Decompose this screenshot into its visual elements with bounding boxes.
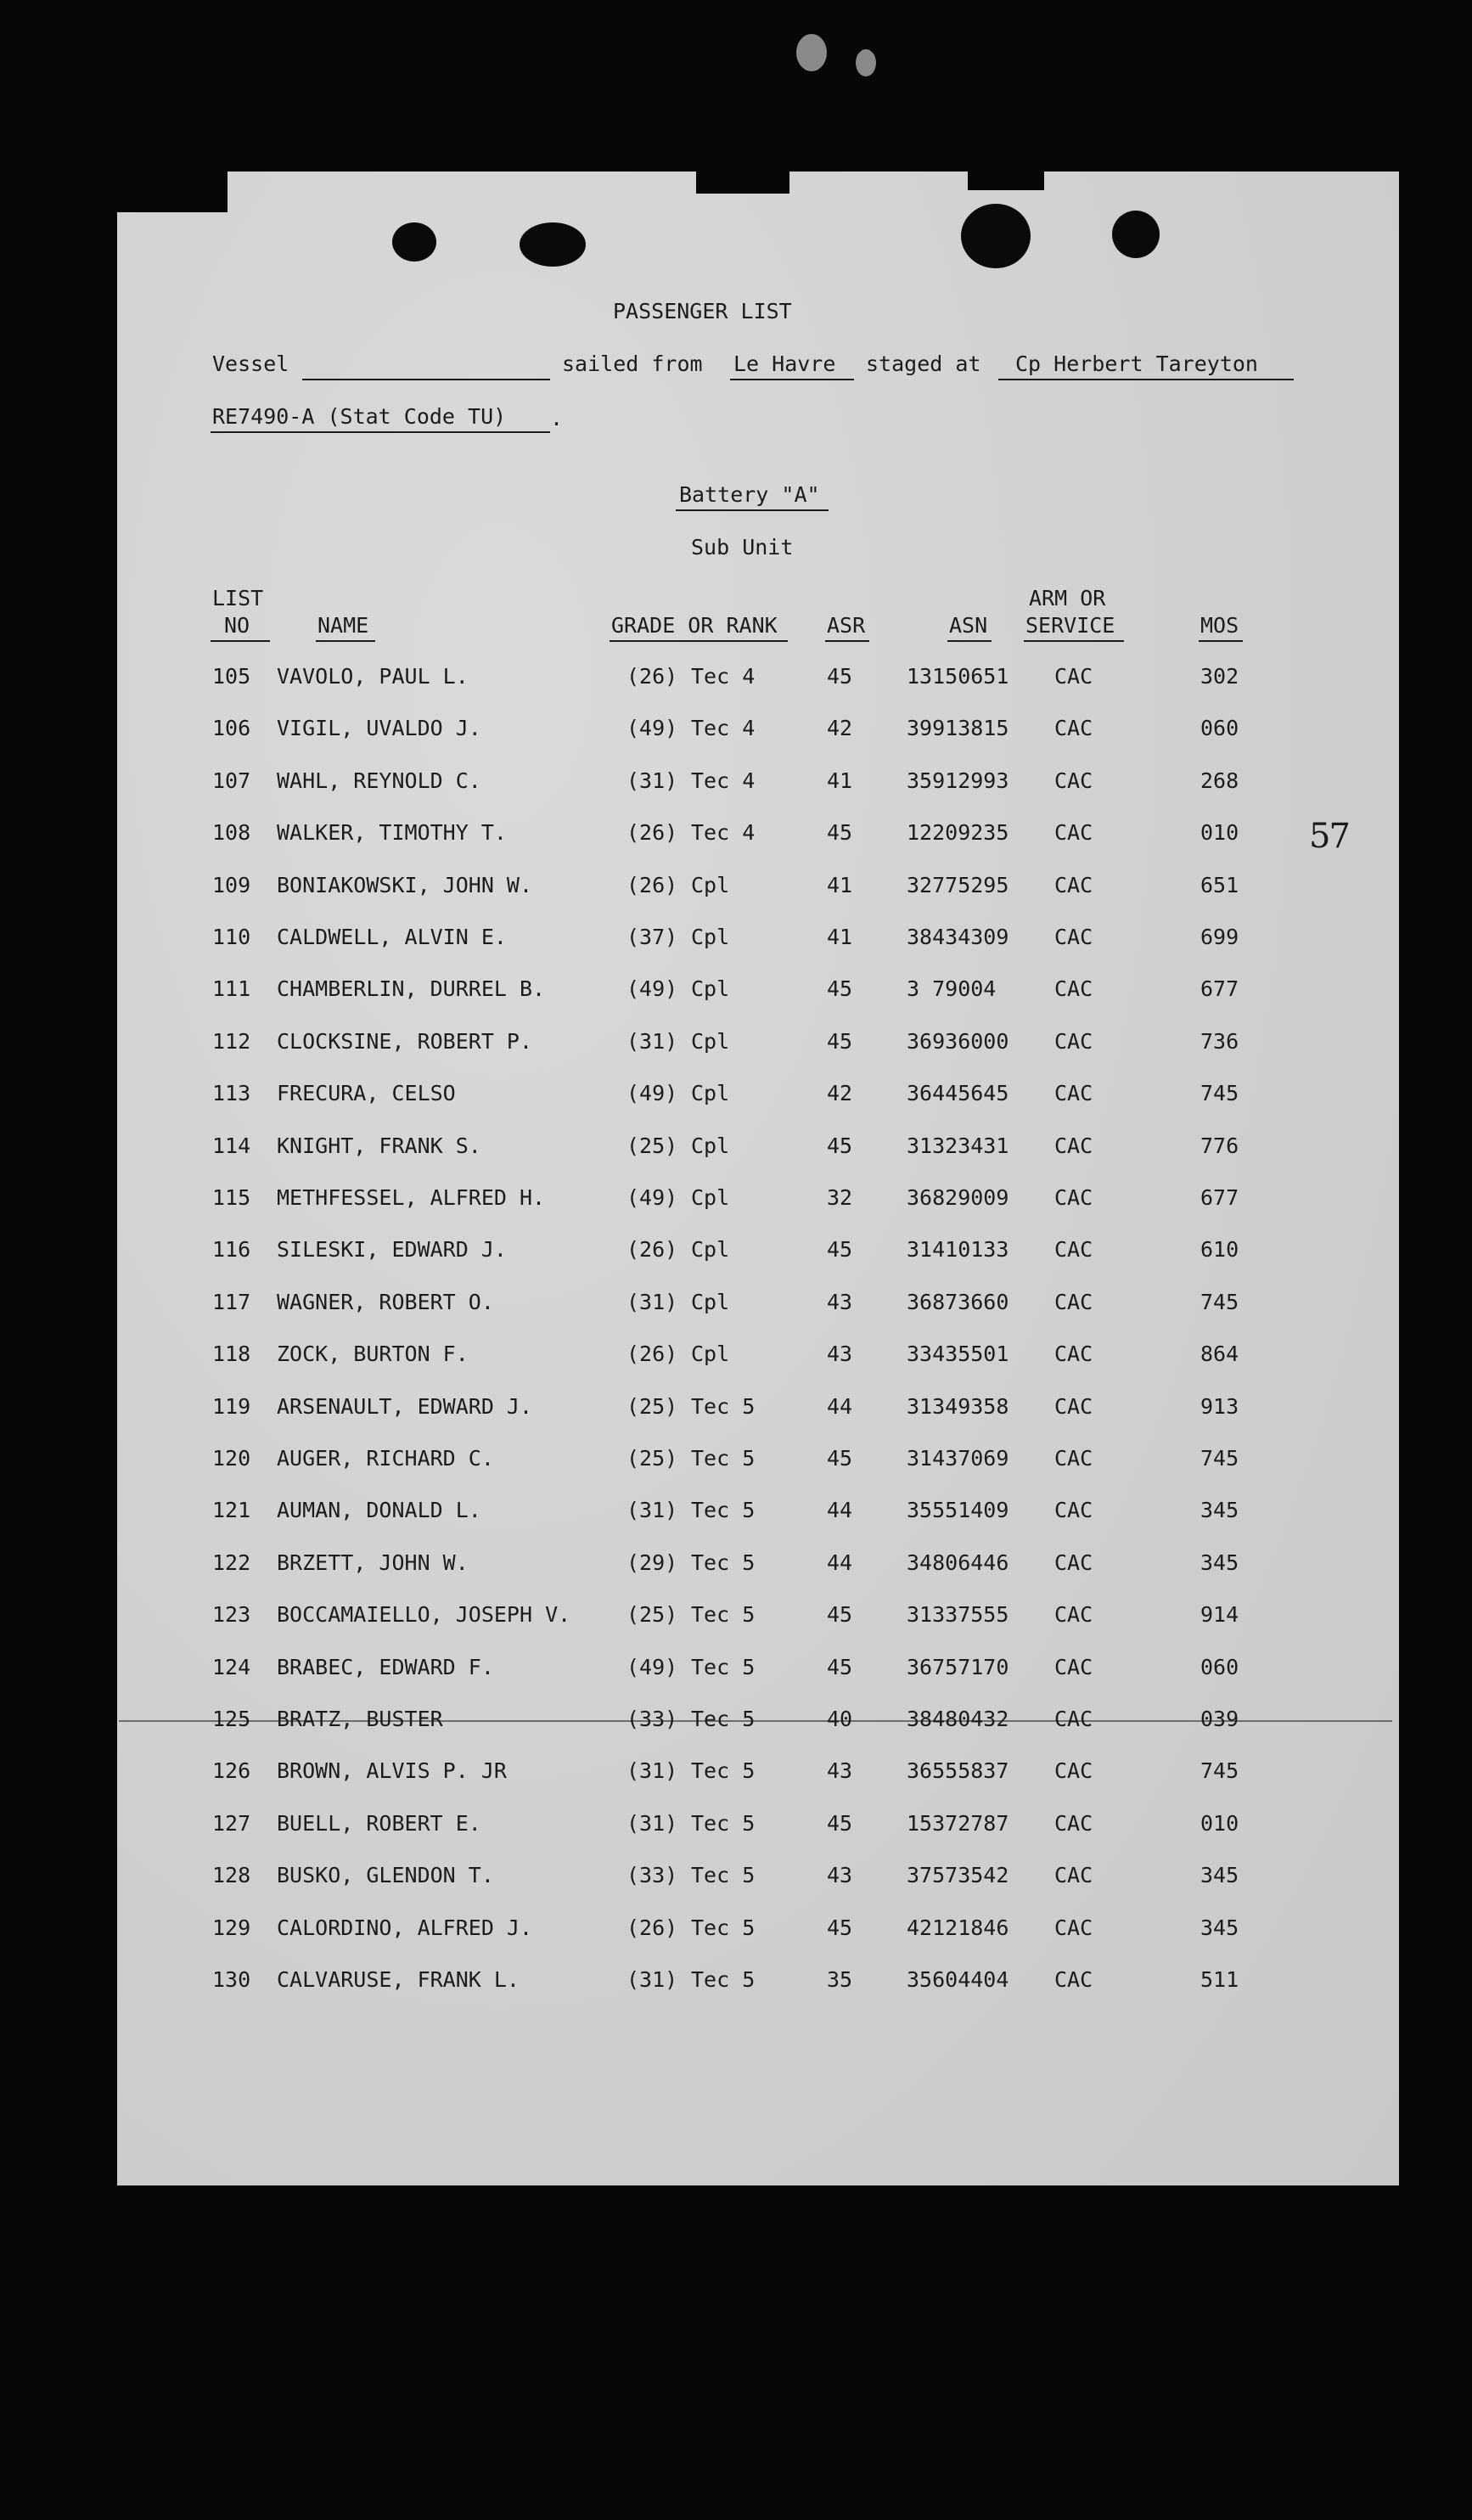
row-list-number: 119	[212, 1394, 251, 1419]
row-list-number: 105	[212, 664, 251, 689]
row-asn: 31337555	[907, 1602, 1009, 1627]
row-asn: 36936000	[907, 1029, 1009, 1054]
row-arm-service: CAC	[1054, 716, 1093, 740]
row-arm-service: CAC	[1054, 1811, 1093, 1836]
row-grade-code: (26)	[626, 1342, 678, 1366]
header-asr-underline	[825, 640, 869, 642]
row-list-number: 110	[212, 925, 251, 949]
row-asn: 38480432	[907, 1707, 1009, 1731]
vessel-label: Vessel	[212, 352, 289, 376]
row-mos: 914	[1200, 1602, 1239, 1627]
row-grade-code: (26)	[626, 873, 678, 897]
page-tear	[968, 172, 1044, 190]
row-asr: 43	[827, 1758, 853, 1783]
row-asn: 42121846	[907, 1915, 1009, 1940]
sailed-from-underline	[730, 379, 854, 380]
row-grade-code: (49)	[626, 1185, 678, 1210]
row-grade-code: (26)	[626, 1237, 678, 1262]
row-grade-code: (26)	[626, 664, 678, 689]
row-name: AUGER, RICHARD C.	[277, 1446, 494, 1471]
row-name: BUSKO, GLENDON T.	[277, 1863, 494, 1887]
row-asr: 45	[827, 1915, 853, 1940]
row-arm-service: CAC	[1054, 1185, 1093, 1210]
row-mos: 511	[1200, 1967, 1239, 1992]
row-mos: 302	[1200, 664, 1239, 689]
row-grade-code: (49)	[626, 716, 678, 740]
row-arm-service: CAC	[1054, 1863, 1093, 1887]
reference-underline	[211, 431, 550, 433]
row-list-number: 128	[212, 1863, 251, 1887]
row-list-number: 109	[212, 873, 251, 897]
row-rank: Cpl	[691, 1290, 730, 1314]
row-list-number: 121	[212, 1498, 251, 1522]
row-list-number: 118	[212, 1342, 251, 1366]
row-arm-service: CAC	[1054, 1394, 1093, 1419]
page-tear	[696, 172, 789, 194]
unit-name: Battery "A"	[679, 482, 820, 507]
row-name: WAGNER, ROBERT O.	[277, 1290, 494, 1314]
row-rank: Tec 4	[691, 768, 756, 793]
row-arm-service: CAC	[1054, 1915, 1093, 1940]
row-mos: 268	[1200, 768, 1239, 793]
row-asr: 43	[827, 1863, 853, 1887]
row-name: METHFESSEL, ALFRED H.	[277, 1185, 546, 1210]
row-name: BROWN, ALVIS P. JR	[277, 1758, 507, 1783]
row-grade-code: (31)	[626, 1758, 678, 1783]
row-name: CALDWELL, ALVIN E.	[277, 925, 507, 949]
row-mos: 345	[1200, 1498, 1239, 1522]
row-rank: Tec 5	[691, 1915, 756, 1940]
row-arm-service: CAC	[1054, 664, 1093, 689]
row-arm-service: CAC	[1054, 1446, 1093, 1471]
header-name-underline	[316, 640, 375, 642]
row-rank: Tec 5	[691, 1602, 756, 1627]
row-rank: Cpl	[691, 976, 730, 1001]
reference-code: RE7490-A (Stat Code TU)	[212, 404, 507, 429]
row-asr: 41	[827, 925, 853, 949]
row-mos: 345	[1200, 1915, 1239, 1940]
row-name: FRECURA, CELSO	[277, 1081, 456, 1105]
row-arm-service: CAC	[1054, 1550, 1093, 1575]
row-rank: Cpl	[691, 1185, 730, 1210]
sailed-from-value: Le Havre	[733, 352, 836, 376]
header-mos: MOS	[1200, 613, 1239, 638]
row-grade-code: (25)	[626, 1394, 678, 1419]
row-grade-code: (26)	[626, 1915, 678, 1940]
row-list-number: 112	[212, 1029, 251, 1054]
punch-hole	[1112, 211, 1160, 258]
row-list-number: 106	[212, 716, 251, 740]
row-grade-code: (33)	[626, 1863, 678, 1887]
row-arm-service: CAC	[1054, 1655, 1093, 1679]
row-rank: Cpl	[691, 873, 730, 897]
row-list-number: 126	[212, 1758, 251, 1783]
row-asn: 38434309	[907, 925, 1009, 949]
row-mos: 699	[1200, 925, 1239, 949]
row-list-number: 130	[212, 1967, 251, 1992]
row-name: ARSENAULT, EDWARD J.	[277, 1394, 533, 1419]
row-arm-service: CAC	[1054, 820, 1093, 845]
vessel-blank-line	[302, 379, 550, 380]
row-mos: 745	[1200, 1290, 1239, 1314]
row-rank: Tec 5	[691, 1863, 756, 1887]
row-list-number: 111	[212, 976, 251, 1001]
row-name: BRABEC, EDWARD F.	[277, 1655, 494, 1679]
row-name: CLOCKSINE, ROBERT P.	[277, 1029, 533, 1054]
row-rank: Tec 5	[691, 1707, 756, 1731]
row-asr: 44	[827, 1550, 853, 1575]
row-grade-code: (49)	[626, 976, 678, 1001]
row-mos: 010	[1200, 1811, 1239, 1836]
header-list-no-bottom: NO	[224, 613, 250, 638]
row-name: CHAMBERLIN, DURREL B.	[277, 976, 546, 1001]
header-asr: ASR	[827, 613, 866, 638]
sub-unit-label: Sub Unit	[691, 535, 794, 560]
row-rank: Cpl	[691, 1081, 730, 1105]
header-grade: GRADE OR RANK	[611, 613, 778, 638]
row-asn: 31437069	[907, 1446, 1009, 1471]
row-asr: 41	[827, 873, 853, 897]
row-grade-code: (31)	[626, 1290, 678, 1314]
unit-underline	[676, 509, 829, 511]
row-grade-code: (49)	[626, 1081, 678, 1105]
row-mos: 651	[1200, 873, 1239, 897]
row-asr: 45	[827, 1811, 853, 1836]
row-asr: 43	[827, 1290, 853, 1314]
row-rank: Tec 5	[691, 1550, 756, 1575]
row-rank: Tec 5	[691, 1811, 756, 1836]
row-asn: 36829009	[907, 1185, 1009, 1210]
row-arm-service: CAC	[1054, 1967, 1093, 1992]
row-asn: 12209235	[907, 820, 1009, 845]
row-asr: 45	[827, 1029, 853, 1054]
row-mos: 776	[1200, 1133, 1239, 1158]
header-list-no-underline	[211, 640, 270, 642]
row-asn: 3 79004	[907, 976, 997, 1001]
row-rank: Cpl	[691, 1133, 730, 1158]
row-arm-service: CAC	[1054, 768, 1093, 793]
row-mos: 736	[1200, 1029, 1239, 1054]
row-grade-code: (31)	[626, 768, 678, 793]
row-mos: 060	[1200, 716, 1239, 740]
row-rank: Cpl	[691, 1342, 730, 1366]
row-grade-code: (25)	[626, 1133, 678, 1158]
row-list-number: 120	[212, 1446, 251, 1471]
row-asr: 45	[827, 1602, 853, 1627]
row-arm-service: CAC	[1054, 1707, 1093, 1731]
row-list-number: 117	[212, 1290, 251, 1314]
row-list-number: 116	[212, 1237, 251, 1262]
row-grade-code: (49)	[626, 1655, 678, 1679]
row-arm-service: CAC	[1054, 1498, 1093, 1522]
row-arm-service: CAC	[1054, 1081, 1093, 1105]
row-arm-service: CAC	[1054, 1029, 1093, 1054]
row-mos: 864	[1200, 1342, 1239, 1366]
row-mos: 745	[1200, 1758, 1239, 1783]
row-name: VIGIL, UVALDO J.	[277, 716, 481, 740]
row-grade-code: (31)	[626, 1967, 678, 1992]
row-name: CALVARUSE, FRANK L.	[277, 1967, 520, 1992]
row-arm-service: CAC	[1054, 1342, 1093, 1366]
row-asn: 32775295	[907, 873, 1009, 897]
row-mos: 745	[1200, 1446, 1239, 1471]
row-rank: Tec 5	[691, 1394, 756, 1419]
row-asr: 42	[827, 1081, 853, 1105]
header-list-no-top: LIST	[212, 586, 264, 610]
row-name: BONIAKOWSKI, JOHN W.	[277, 873, 533, 897]
row-asn: 31323431	[907, 1133, 1009, 1158]
row-asn: 37573542	[907, 1863, 1009, 1887]
row-asr: 45	[827, 1655, 853, 1679]
row-asr: 45	[827, 820, 853, 845]
row-name: CALORDINO, ALFRED J.	[277, 1915, 533, 1940]
header-mos-underline	[1199, 640, 1243, 642]
punch-hole	[961, 204, 1031, 268]
row-rank: Tec 5	[691, 1498, 756, 1522]
row-mos: 677	[1200, 976, 1239, 1001]
row-list-number: 124	[212, 1655, 251, 1679]
row-asr: 35	[827, 1967, 853, 1992]
row-arm-service: CAC	[1054, 1758, 1093, 1783]
header-arm-bottom: SERVICE	[1025, 613, 1115, 638]
document-title: PASSENGER LIST	[613, 299, 792, 323]
sailed-from-label: sailed from	[562, 352, 703, 376]
row-name: SILESKI, EDWARD J.	[277, 1237, 507, 1262]
row-asn: 36873660	[907, 1290, 1009, 1314]
row-asr: 45	[827, 664, 853, 689]
row-asn: 36757170	[907, 1655, 1009, 1679]
row-asr: 44	[827, 1498, 853, 1522]
row-rank: Tec 5	[691, 1655, 756, 1679]
row-grade-code: (31)	[626, 1811, 678, 1836]
page-tear	[117, 172, 228, 212]
row-mos: 345	[1200, 1863, 1239, 1887]
page-stamp-number: 57	[1309, 817, 1349, 856]
row-arm-service: CAC	[1054, 976, 1093, 1001]
row-rank: Tec 5	[691, 1446, 756, 1471]
row-asr: 42	[827, 716, 853, 740]
header-grade-underline	[610, 640, 788, 642]
row-rank: Tec 4	[691, 820, 756, 845]
row-rank: Tec 4	[691, 716, 756, 740]
row-grade-code: (25)	[626, 1446, 678, 1471]
row-rank: Cpl	[691, 1029, 730, 1054]
row-list-number: 125	[212, 1707, 251, 1731]
row-asn: 15372787	[907, 1811, 1009, 1836]
row-rank: Tec 5	[691, 1758, 756, 1783]
row-asn: 31349358	[907, 1394, 1009, 1419]
row-grade-code: (25)	[626, 1602, 678, 1627]
header-arm-top: ARM OR	[1029, 586, 1106, 610]
row-arm-service: CAC	[1054, 1290, 1093, 1314]
row-asn: 35604404	[907, 1967, 1009, 1992]
staged-at-underline	[998, 379, 1294, 380]
header-asn-underline	[947, 640, 992, 642]
punch-hole	[520, 222, 586, 267]
punch-hole	[392, 222, 436, 262]
row-name: BUELL, ROBERT E.	[277, 1811, 481, 1836]
paper-speck	[856, 49, 876, 76]
row-asn: 13150651	[907, 664, 1009, 689]
row-name: AUMAN, DONALD L.	[277, 1498, 481, 1522]
row-name: ZOCK, BURTON F.	[277, 1342, 469, 1366]
row-mos: 010	[1200, 820, 1239, 845]
row-list-number: 122	[212, 1550, 251, 1575]
row-rank: Cpl	[691, 925, 730, 949]
staged-at-value: Cp Herbert Tareyton	[1015, 352, 1258, 376]
row-asr: 32	[827, 1185, 853, 1210]
row-grade-code: (26)	[626, 820, 678, 845]
row-asn: 35912993	[907, 768, 1009, 793]
row-grade-code: (33)	[626, 1707, 678, 1731]
row-rank: Cpl	[691, 1237, 730, 1262]
header-arm-underline	[1024, 640, 1124, 642]
row-arm-service: CAC	[1054, 925, 1093, 949]
row-mos: 060	[1200, 1655, 1239, 1679]
row-arm-service: CAC	[1054, 1133, 1093, 1158]
row-asr: 41	[827, 768, 853, 793]
row-grade-code: (29)	[626, 1550, 678, 1575]
row-arm-service: CAC	[1054, 1602, 1093, 1627]
row-asn: 34806446	[907, 1550, 1009, 1575]
row-name: KNIGHT, FRANK S.	[277, 1133, 481, 1158]
staged-at-label: staged at	[866, 352, 981, 376]
row-asn: 35551409	[907, 1498, 1009, 1522]
row-name: BRZETT, JOHN W.	[277, 1550, 469, 1575]
row-asn: 36445645	[907, 1081, 1009, 1105]
row-asr: 45	[827, 1133, 853, 1158]
row-mos: 610	[1200, 1237, 1239, 1262]
row-mos: 745	[1200, 1081, 1239, 1105]
row-asr: 43	[827, 1342, 853, 1366]
row-list-number: 129	[212, 1915, 251, 1940]
row-rank: Tec 5	[691, 1967, 756, 1992]
row-asr: 44	[827, 1394, 853, 1419]
row-name: BOCCAMAIELLO, JOSEPH V.	[277, 1602, 571, 1627]
reference-period: .	[550, 406, 564, 430]
header-name: NAME	[317, 613, 369, 638]
row-grade-code: (37)	[626, 925, 678, 949]
row-mos: 039	[1200, 1707, 1239, 1731]
row-arm-service: CAC	[1054, 873, 1093, 897]
row-mos: 677	[1200, 1185, 1239, 1210]
row-list-number: 114	[212, 1133, 251, 1158]
row-grade-code: (31)	[626, 1498, 678, 1522]
row-name: WAHL, REYNOLD C.	[277, 768, 481, 793]
header-asn: ASN	[949, 613, 988, 638]
row-arm-service: CAC	[1054, 1237, 1093, 1262]
row-mos: 913	[1200, 1394, 1239, 1419]
row-name: VAVOLO, PAUL L.	[277, 664, 469, 689]
row-list-number: 127	[212, 1811, 251, 1836]
row-asr: 45	[827, 1237, 853, 1262]
row-asn: 36555837	[907, 1758, 1009, 1783]
row-rank: Tec 4	[691, 664, 756, 689]
row-asn: 31410133	[907, 1237, 1009, 1262]
row-asr: 45	[827, 1446, 853, 1471]
row-name: WALKER, TIMOTHY T.	[277, 820, 507, 845]
row-list-number: 115	[212, 1185, 251, 1210]
row-name: BRATZ, BUSTER	[277, 1707, 443, 1731]
row-grade-code: (31)	[626, 1029, 678, 1054]
row-list-number: 123	[212, 1602, 251, 1627]
row-asn: 39913815	[907, 716, 1009, 740]
row-list-number: 107	[212, 768, 251, 793]
paper-speck	[796, 34, 827, 71]
row-list-number: 113	[212, 1081, 251, 1105]
row-asr: 45	[827, 976, 853, 1001]
row-mos: 345	[1200, 1550, 1239, 1575]
row-asr: 40	[827, 1707, 853, 1731]
row-list-number: 108	[212, 820, 251, 845]
row-asn: 33435501	[907, 1342, 1009, 1366]
